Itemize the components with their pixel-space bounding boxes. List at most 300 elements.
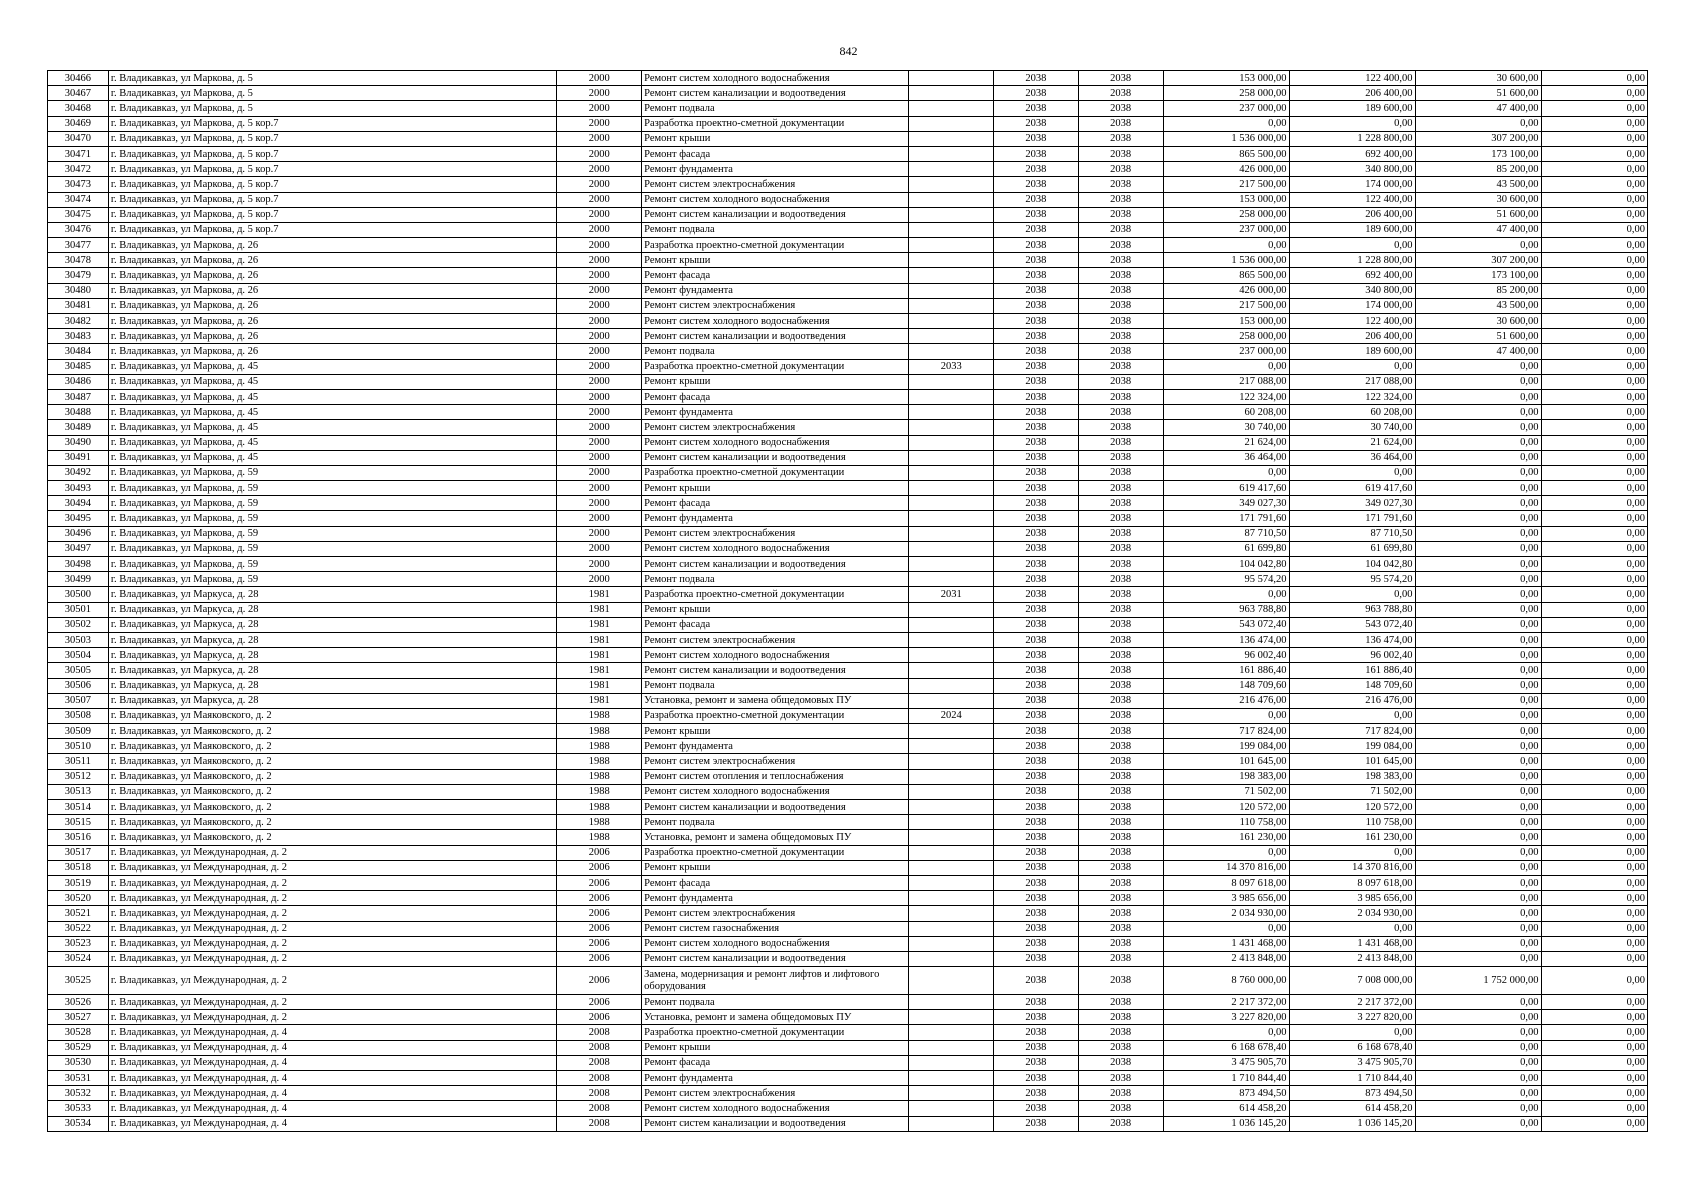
end-year-cell: 2038 [1078,238,1163,253]
address-cell: г. Владикавказ, ул Маркова, д. 45 [108,405,557,420]
owner-cost-cell: 0,00 [1415,496,1541,511]
work-type-cell: Ремонт систем электроснабжения [642,754,909,769]
planned-year-cell [909,967,994,995]
owner-cost-cell: 51 600,00 [1415,329,1541,344]
fund-cost-cell: 0,00 [1289,465,1415,480]
planned-year-cell [909,405,994,420]
start-year-cell: 2038 [994,511,1079,526]
work-type-cell: Ремонт крыши [642,860,909,875]
table-row [48,496,1648,511]
start-year-cell: 2038 [994,906,1079,921]
owner-cost-cell: 0,00 [1415,754,1541,769]
row-number-cell: 30497 [48,541,109,556]
other-cost-cell: 0,00 [1541,875,1648,890]
end-year-cell: 2038 [1078,951,1163,966]
row-number-cell: 30500 [48,587,109,602]
end-year-cell: 2038 [1078,739,1163,754]
owner-cost-cell: 0,00 [1415,602,1541,617]
total-cost-cell: 1 536 000,00 [1163,253,1289,268]
end-year-cell: 2038 [1078,1055,1163,1070]
planned-year-cell [909,860,994,875]
total-cost-cell: 153 000,00 [1163,192,1289,207]
fund-cost-cell: 30 740,00 [1289,420,1415,435]
start-year-cell: 2038 [994,1055,1079,1070]
build-year-cell: 1988 [557,754,642,769]
start-year-cell: 2038 [994,435,1079,450]
total-cost-cell: 0,00 [1163,116,1289,131]
build-year-cell: 2006 [557,995,642,1010]
owner-cost-cell: 0,00 [1415,906,1541,921]
work-type-cell: Ремонт систем холодного водоснабжения [642,192,909,207]
address-cell: г. Владикавказ, ул Маркуса, д. 28 [108,587,557,602]
total-cost-cell: 865 500,00 [1163,268,1289,283]
work-type-cell: Замена, модернизация и ремонт лифтов и лифтового оборудования [642,967,909,995]
end-year-cell: 2038 [1078,830,1163,845]
start-year-cell: 2038 [994,678,1079,693]
fund-cost-cell: 1 228 800,00 [1289,253,1415,268]
planned-year-cell [909,1055,994,1070]
total-cost-cell: 21 624,00 [1163,435,1289,450]
planned-year-cell [909,177,994,192]
table-row [48,754,1648,769]
work-type-cell: Разработка проектно-сметной документации [642,359,909,374]
other-cost-cell: 0,00 [1541,177,1648,192]
address-cell: г. Владикавказ, ул Международная, д. 2 [108,995,557,1010]
total-cost-cell: 717 824,00 [1163,724,1289,739]
work-type-cell: Установка, ремонт и замена общедомовых ПУ [642,693,909,708]
total-cost-cell: 0,00 [1163,359,1289,374]
fund-cost-cell: 1 228 800,00 [1289,131,1415,146]
owner-cost-cell: 0,00 [1415,389,1541,404]
total-cost-cell: 216 476,00 [1163,693,1289,708]
row-number-cell: 30505 [48,663,109,678]
work-type-cell: Ремонт подвала [642,572,909,587]
end-year-cell: 2038 [1078,71,1163,86]
address-cell: г. Владикавказ, ул Международная, д. 2 [108,951,557,966]
fund-cost-cell: 189 600,00 [1289,101,1415,116]
work-type-cell: Ремонт фундамента [642,283,909,298]
total-cost-cell: 0,00 [1163,465,1289,480]
row-number-cell: 30492 [48,465,109,480]
start-year-cell: 2038 [994,572,1079,587]
start-year-cell: 2038 [994,405,1079,420]
address-cell: г. Владикавказ, ул Маркуса, д. 28 [108,678,557,693]
address-cell: г. Владикавказ, ул Маяковского, д. 2 [108,708,557,723]
end-year-cell: 2038 [1078,435,1163,450]
end-year-cell: 2038 [1078,815,1163,830]
address-cell: г. Владикавказ, ул Маркова, д. 26 [108,314,557,329]
work-type-cell: Ремонт подвала [642,101,909,116]
owner-cost-cell: 47 400,00 [1415,344,1541,359]
planned-year-cell [909,86,994,101]
build-year-cell: 2006 [557,860,642,875]
start-year-cell: 2038 [994,222,1079,237]
start-year-cell: 2038 [994,359,1079,374]
other-cost-cell: 0,00 [1541,162,1648,177]
end-year-cell: 2038 [1078,693,1163,708]
planned-year-cell [909,71,994,86]
address-cell: г. Владикавказ, ул Маркова, д. 59 [108,526,557,541]
row-number-cell: 30475 [48,207,109,222]
total-cost-cell: 30 740,00 [1163,420,1289,435]
row-number-cell: 30479 [48,268,109,283]
row-number-cell: 30532 [48,1086,109,1101]
total-cost-cell: 61 699,80 [1163,541,1289,556]
build-year-cell: 2006 [557,967,642,995]
other-cost-cell: 0,00 [1541,450,1648,465]
owner-cost-cell: 173 100,00 [1415,268,1541,283]
row-number-cell: 30514 [48,800,109,815]
work-type-cell: Ремонт систем холодного водоснабжения [642,71,909,86]
owner-cost-cell: 173 100,00 [1415,146,1541,161]
start-year-cell: 2038 [994,314,1079,329]
other-cost-cell: 0,00 [1541,329,1648,344]
row-number-cell: 30526 [48,995,109,1010]
end-year-cell: 2038 [1078,389,1163,404]
fund-cost-cell: 3 227 820,00 [1289,1010,1415,1025]
other-cost-cell: 0,00 [1541,724,1648,739]
address-cell: г. Владикавказ, ул Международная, д. 2 [108,875,557,890]
end-year-cell: 2038 [1078,283,1163,298]
fund-cost-cell: 692 400,00 [1289,146,1415,161]
fund-cost-cell: 217 088,00 [1289,374,1415,389]
build-year-cell: 2000 [557,146,642,161]
build-year-cell: 2008 [557,1040,642,1055]
repair-schedule-table [47,70,1648,1132]
planned-year-cell [909,541,994,556]
work-type-cell: Ремонт крыши [642,374,909,389]
row-number-cell: 30506 [48,678,109,693]
work-type-cell: Ремонт систем канализации и водоотведения [642,207,909,222]
build-year-cell: 2000 [557,207,642,222]
owner-cost-cell: 0,00 [1415,800,1541,815]
table-row [48,146,1648,161]
planned-year-cell [909,769,994,784]
address-cell: г. Владикавказ, ул Международная, д. 2 [108,891,557,906]
table-row [48,769,1648,784]
table-row [48,450,1648,465]
start-year-cell: 2038 [994,177,1079,192]
table-row [48,238,1648,253]
other-cost-cell: 0,00 [1541,283,1648,298]
other-cost-cell: 0,00 [1541,632,1648,647]
end-year-cell: 2038 [1078,146,1163,161]
row-number-cell: 30483 [48,329,109,344]
fund-cost-cell: 206 400,00 [1289,329,1415,344]
table-row [48,936,1648,951]
address-cell: г. Владикавказ, ул Маркова, д. 45 [108,359,557,374]
start-year-cell: 2038 [994,891,1079,906]
total-cost-cell: 36 464,00 [1163,450,1289,465]
total-cost-cell: 101 645,00 [1163,754,1289,769]
end-year-cell: 2038 [1078,754,1163,769]
work-type-cell: Установка, ремонт и замена общедомовых ПУ [642,1010,909,1025]
fund-cost-cell: 14 370 816,00 [1289,860,1415,875]
start-year-cell: 2038 [994,496,1079,511]
owner-cost-cell: 0,00 [1415,557,1541,572]
work-type-cell: Ремонт систем холодного водоснабжения [642,435,909,450]
start-year-cell: 2038 [994,921,1079,936]
planned-year-cell [909,465,994,480]
other-cost-cell: 0,00 [1541,830,1648,845]
row-number-cell: 30466 [48,71,109,86]
address-cell: г. Владикавказ, ул Маркова, д. 26 [108,298,557,313]
end-year-cell: 2038 [1078,116,1163,131]
planned-year-cell [909,298,994,313]
row-number-cell: 30484 [48,344,109,359]
address-cell: г. Владикавказ, ул Маркова, д. 59 [108,496,557,511]
owner-cost-cell: 0,00 [1415,405,1541,420]
other-cost-cell: 0,00 [1541,207,1648,222]
start-year-cell: 2038 [994,602,1079,617]
row-number-cell: 30498 [48,557,109,572]
owner-cost-cell: 0,00 [1415,845,1541,860]
row-number-cell: 30495 [48,511,109,526]
other-cost-cell: 0,00 [1541,1055,1648,1070]
planned-year-cell [909,526,994,541]
planned-year-cell [909,481,994,496]
planned-year-cell [909,845,994,860]
end-year-cell: 2038 [1078,769,1163,784]
end-year-cell: 2038 [1078,405,1163,420]
address-cell: г. Владикавказ, ул Маркова, д. 45 [108,435,557,450]
start-year-cell: 2038 [994,207,1079,222]
fund-cost-cell: 2 413 848,00 [1289,951,1415,966]
start-year-cell: 2038 [994,450,1079,465]
work-type-cell: Установка, ремонт и замена общедомовых ПУ [642,830,909,845]
work-type-cell: Ремонт систем электроснабжения [642,420,909,435]
end-year-cell: 2038 [1078,162,1163,177]
row-number-cell: 30472 [48,162,109,177]
row-number-cell: 30512 [48,769,109,784]
owner-cost-cell: 43 500,00 [1415,177,1541,192]
other-cost-cell: 0,00 [1541,648,1648,663]
table-row [48,435,1648,450]
table-row [48,587,1648,602]
end-year-cell: 2038 [1078,845,1163,860]
owner-cost-cell: 0,00 [1415,678,1541,693]
total-cost-cell: 237 000,00 [1163,101,1289,116]
other-cost-cell: 0,00 [1541,572,1648,587]
table-row [48,101,1648,116]
total-cost-cell: 120 572,00 [1163,800,1289,815]
address-cell: г. Владикавказ, ул Международная, д. 4 [108,1086,557,1101]
start-year-cell: 2038 [994,465,1079,480]
owner-cost-cell: 0,00 [1415,784,1541,799]
other-cost-cell: 0,00 [1541,678,1648,693]
row-number-cell: 30521 [48,906,109,921]
row-number-cell: 30490 [48,435,109,450]
table-row [48,298,1648,313]
address-cell: г. Владикавказ, ул Маркуса, д. 28 [108,602,557,617]
owner-cost-cell: 43 500,00 [1415,298,1541,313]
planned-year-cell [909,739,994,754]
end-year-cell: 2038 [1078,724,1163,739]
fund-cost-cell: 101 645,00 [1289,754,1415,769]
planned-year-cell [909,192,994,207]
end-year-cell: 2038 [1078,602,1163,617]
total-cost-cell: 0,00 [1163,845,1289,860]
total-cost-cell: 96 002,40 [1163,648,1289,663]
build-year-cell: 2006 [557,1010,642,1025]
build-year-cell: 2008 [557,1025,642,1040]
start-year-cell: 2038 [994,936,1079,951]
work-type-cell: Ремонт крыши [642,481,909,496]
address-cell: г. Владикавказ, ул Международная, д. 4 [108,1040,557,1055]
start-year-cell: 2038 [994,708,1079,723]
build-year-cell: 1988 [557,830,642,845]
start-year-cell: 2038 [994,1101,1079,1116]
address-cell: г. Владикавказ, ул Маяковского, д. 2 [108,724,557,739]
other-cost-cell: 0,00 [1541,298,1648,313]
work-type-cell: Ремонт систем электроснабжения [642,177,909,192]
owner-cost-cell: 47 400,00 [1415,222,1541,237]
other-cost-cell: 0,00 [1541,936,1648,951]
build-year-cell: 2000 [557,283,642,298]
address-cell: г. Владикавказ, ул Маркова, д. 26 [108,268,557,283]
owner-cost-cell: 0,00 [1415,830,1541,845]
planned-year-cell [909,344,994,359]
planned-year-cell [909,207,994,222]
start-year-cell: 2038 [994,648,1079,663]
table-row [48,389,1648,404]
start-year-cell: 2038 [994,1116,1079,1131]
other-cost-cell: 0,00 [1541,222,1648,237]
row-number-cell: 30515 [48,815,109,830]
planned-year-cell [909,1116,994,1131]
other-cost-cell: 0,00 [1541,1025,1648,1040]
build-year-cell: 2006 [557,875,642,890]
total-cost-cell: 6 168 678,40 [1163,1040,1289,1055]
start-year-cell: 2038 [994,298,1079,313]
fund-cost-cell: 8 097 618,00 [1289,875,1415,890]
work-type-cell: Ремонт систем канализации и водоотведения [642,663,909,678]
table-row [48,283,1648,298]
build-year-cell: 2000 [557,405,642,420]
other-cost-cell: 0,00 [1541,1040,1648,1055]
owner-cost-cell: 0,00 [1415,951,1541,966]
total-cost-cell: 426 000,00 [1163,162,1289,177]
fund-cost-cell: 0,00 [1289,116,1415,131]
build-year-cell: 2000 [557,359,642,374]
build-year-cell: 2006 [557,906,642,921]
address-cell: г. Владикавказ, ул Международная, д. 4 [108,1055,557,1070]
total-cost-cell: 0,00 [1163,708,1289,723]
fund-cost-cell: 0,00 [1289,359,1415,374]
table-row [48,131,1648,146]
other-cost-cell: 0,00 [1541,754,1648,769]
work-type-cell: Разработка проектно-сметной документации [642,238,909,253]
planned-year-cell: 2033 [909,359,994,374]
total-cost-cell: 153 000,00 [1163,314,1289,329]
start-year-cell: 2038 [994,995,1079,1010]
address-cell: г. Владикавказ, ул Маркова, д. 26 [108,344,557,359]
address-cell: г. Владикавказ, ул Маяковского, д. 2 [108,739,557,754]
table-row [48,906,1648,921]
planned-year-cell: 2031 [909,587,994,602]
row-number-cell: 30527 [48,1010,109,1025]
row-number-cell: 30531 [48,1071,109,1086]
build-year-cell: 1981 [557,663,642,678]
planned-year-cell [909,693,994,708]
build-year-cell: 2008 [557,1071,642,1086]
build-year-cell: 2006 [557,951,642,966]
table-row [48,724,1648,739]
total-cost-cell: 1 710 844,40 [1163,1071,1289,1086]
work-type-cell: Ремонт систем канализации и водоотведения [642,86,909,101]
end-year-cell: 2038 [1078,663,1163,678]
total-cost-cell: 963 788,80 [1163,602,1289,617]
fund-cost-cell: 0,00 [1289,587,1415,602]
start-year-cell: 2038 [994,101,1079,116]
other-cost-cell: 0,00 [1541,465,1648,480]
address-cell: г. Владикавказ, ул Маркова, д. 59 [108,557,557,572]
address-cell: г. Владикавказ, ул Международная, д. 2 [108,967,557,995]
work-type-cell: Ремонт фасада [642,389,909,404]
build-year-cell: 1988 [557,739,642,754]
work-type-cell: Ремонт систем канализации и водоотведения [642,557,909,572]
table-row [48,192,1648,207]
address-cell: г. Владикавказ, ул Маркова, д. 5 [108,101,557,116]
planned-year-cell [909,1025,994,1040]
work-type-cell: Ремонт систем электроснабжения [642,906,909,921]
start-year-cell: 2038 [994,389,1079,404]
build-year-cell: 2008 [557,1101,642,1116]
total-cost-cell: 2 217 372,00 [1163,995,1289,1010]
total-cost-cell: 0,00 [1163,238,1289,253]
row-number-cell: 30499 [48,572,109,587]
start-year-cell: 2038 [994,617,1079,632]
fund-cost-cell: 543 072,40 [1289,617,1415,632]
end-year-cell: 2038 [1078,784,1163,799]
other-cost-cell: 0,00 [1541,617,1648,632]
row-number-cell: 30494 [48,496,109,511]
other-cost-cell: 0,00 [1541,800,1648,815]
total-cost-cell: 2 413 848,00 [1163,951,1289,966]
end-year-cell: 2038 [1078,632,1163,647]
planned-year-cell [909,754,994,769]
table-row [48,405,1648,420]
fund-cost-cell: 0,00 [1289,845,1415,860]
planned-year-cell [909,1040,994,1055]
total-cost-cell: 2 034 930,00 [1163,906,1289,921]
planned-year-cell [909,511,994,526]
total-cost-cell: 217 088,00 [1163,374,1289,389]
table-row [48,860,1648,875]
table-row [48,359,1648,374]
total-cost-cell: 217 500,00 [1163,298,1289,313]
build-year-cell: 2000 [557,116,642,131]
total-cost-cell: 60 208,00 [1163,405,1289,420]
planned-year-cell [909,617,994,632]
owner-cost-cell: 0,00 [1415,1071,1541,1086]
other-cost-cell: 0,00 [1541,995,1648,1010]
row-number-cell: 30518 [48,860,109,875]
build-year-cell: 1981 [557,632,642,647]
row-number-cell: 30503 [48,632,109,647]
table-row [48,617,1648,632]
other-cost-cell: 0,00 [1541,496,1648,511]
end-year-cell: 2038 [1078,860,1163,875]
fund-cost-cell: 136 474,00 [1289,632,1415,647]
start-year-cell: 2038 [994,253,1079,268]
address-cell: г. Владикавказ, ул Международная, д. 2 [108,936,557,951]
address-cell: г. Владикавказ, ул Маркова, д. 26 [108,238,557,253]
address-cell: г. Владикавказ, ул Маяковского, д. 2 [108,754,557,769]
planned-year-cell [909,222,994,237]
other-cost-cell: 0,00 [1541,769,1648,784]
build-year-cell: 1988 [557,708,642,723]
